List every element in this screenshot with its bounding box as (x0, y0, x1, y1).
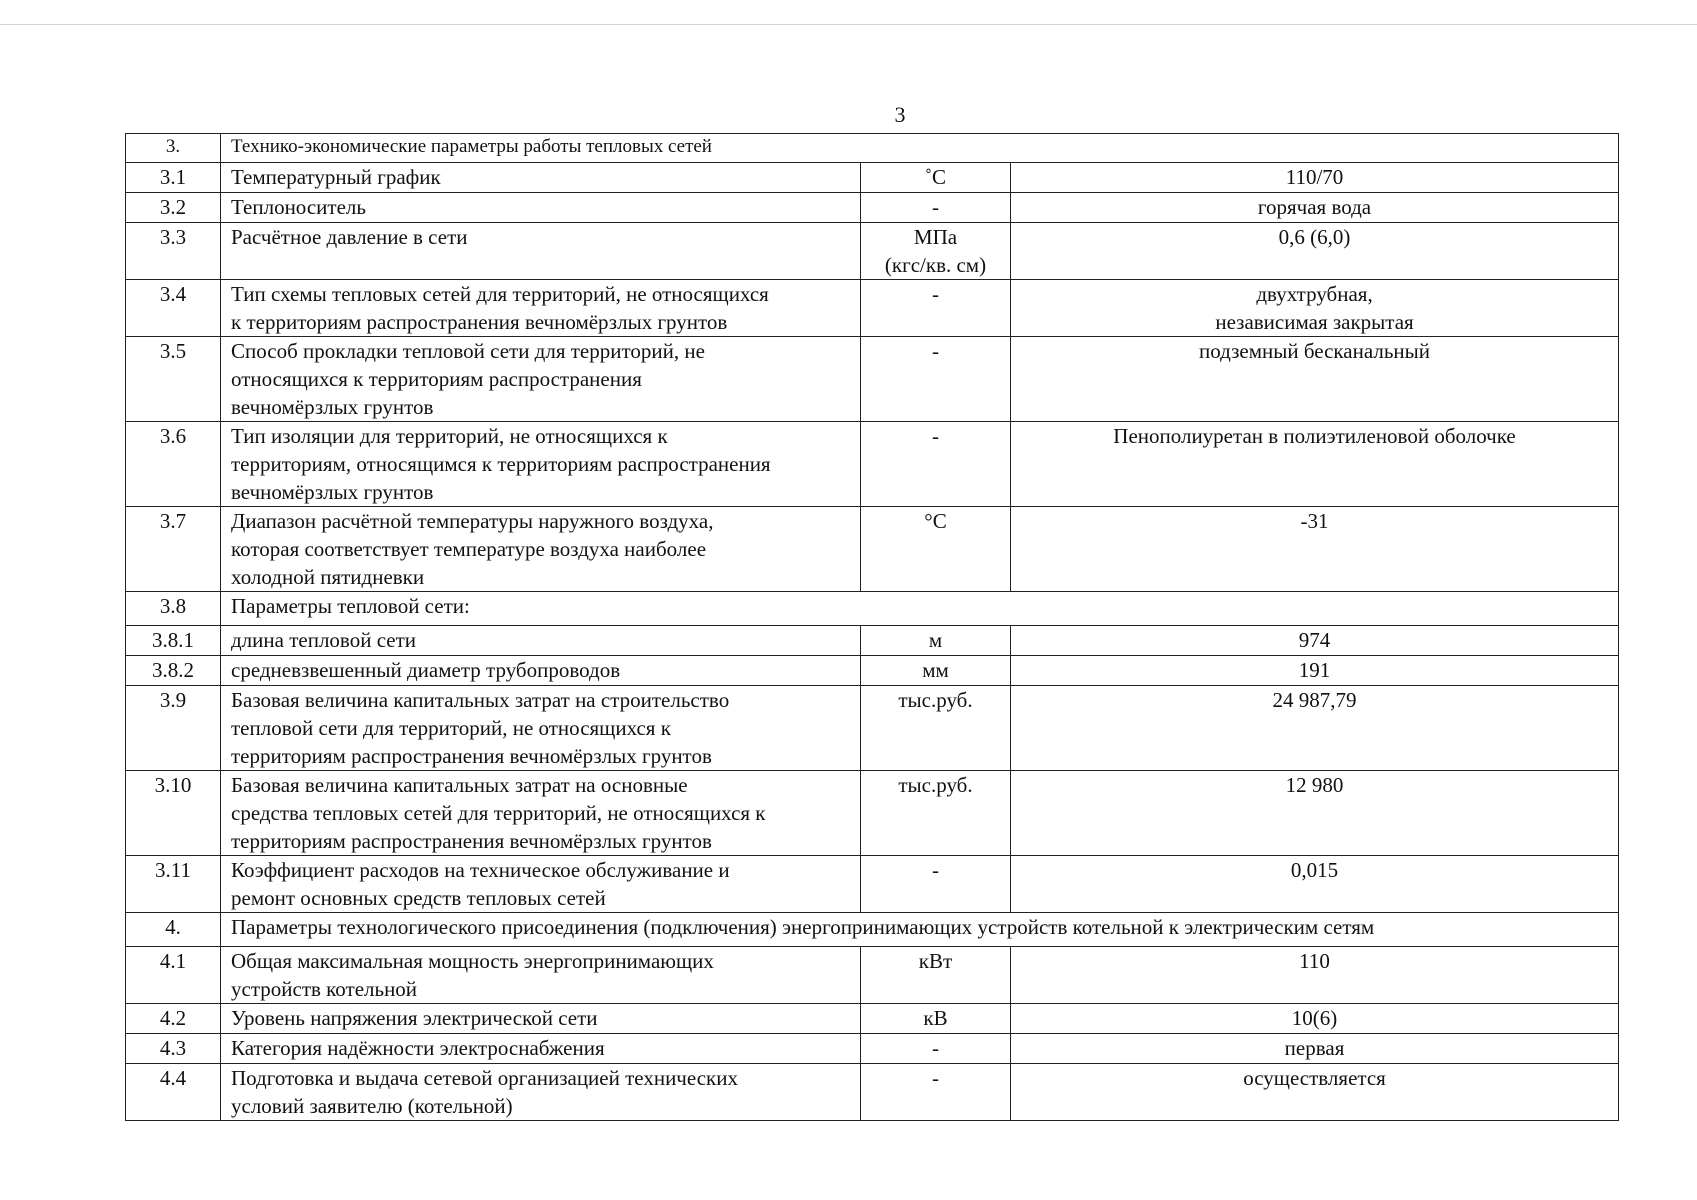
row-number: 3.8.2 (126, 656, 221, 686)
parameter-name-line: средства тепловых сетей для территорий, не относящихся к (231, 801, 766, 825)
parameter-name-line: территориям, относящимся к территориям распространения (231, 452, 771, 476)
parameter-name-line: к территориям распространения вечномёрзлых грунтов (231, 310, 728, 334)
table-row (126, 686, 1619, 771)
table-row (126, 1004, 1619, 1034)
value (1011, 1004, 1619, 1034)
value-line: 974 (1298, 628, 1331, 652)
value (1011, 280, 1619, 337)
parameter-name-line: территориям распространения вечномёрзлых грунтов (231, 829, 712, 853)
parameter-name-line: вечномёрзлых грунтов (231, 480, 434, 504)
parameter-name-line: территориям распространения вечномёрзлых грунтов (231, 744, 712, 768)
table-row (126, 1064, 1619, 1121)
value (1011, 626, 1619, 656)
parameter-name-line: Способ прокладки тепловой сети для территорий, не (231, 339, 705, 363)
parameter-name (221, 507, 861, 592)
row-number: 3.4 (126, 280, 221, 337)
row-number: 4.2 (126, 1004, 221, 1034)
parameter-name (221, 337, 861, 422)
value-line: Пенополиуретан в полиэтиленовой оболочке (1113, 424, 1516, 448)
value-line: горячая вода (1257, 195, 1372, 219)
value (1011, 1064, 1619, 1121)
parameter-name-line: Теплоноситель (231, 195, 366, 219)
row-number: 3.7 (126, 507, 221, 592)
subsection-title: Параметры тепловой сети: (221, 592, 1619, 626)
unit-line: мм (922, 658, 949, 682)
unit (861, 1034, 1011, 1064)
parameter-name (221, 1004, 861, 1034)
value (1011, 947, 1619, 1004)
section-number: 3. (126, 134, 221, 163)
parameter-name-line: условий заявителю (котельной) (231, 1094, 513, 1118)
section-4-row (126, 913, 1619, 947)
parameter-name (221, 626, 861, 656)
value-line: 191 (1298, 658, 1331, 682)
parameter-name-line: Коэффициент расходов на техническое обслуживание и (231, 858, 730, 882)
unit-line: °С (924, 509, 947, 533)
unit-line: - (932, 424, 939, 448)
row-number: 3.8 (126, 592, 221, 626)
row-number: 4.1 (126, 947, 221, 1004)
value (1011, 223, 1619, 280)
parameter-name-line: Базовая величина капитальных затрат на основные (231, 773, 688, 797)
parameters-table (125, 133, 1619, 1121)
unit (861, 337, 1011, 422)
parameter-name-line: Подготовка и выдача сетевой организацией технических (231, 1066, 738, 1090)
unit-line: (кгс/кв. см) (884, 253, 987, 277)
parameter-name (221, 193, 861, 223)
parameter-name-line: Тип изоляции для территорий, не относящихся к (231, 424, 668, 448)
value (1011, 337, 1619, 422)
value-line: двухтрубная, (1256, 282, 1373, 306)
value-line: 0,6 (6,0) (1278, 225, 1351, 249)
row-number: 4.3 (126, 1034, 221, 1064)
unit (861, 163, 1011, 193)
parameter-name (221, 422, 861, 507)
parameter-name-line: Уровень напряжения электрической сети (231, 1006, 598, 1030)
parameter-name-line: Категория надёжности электроснабжения (231, 1036, 605, 1060)
unit-line: - (932, 1036, 939, 1060)
section-title: Технико-экономические параметры работы тепловых сетей (221, 134, 1619, 163)
parameter-name (221, 771, 861, 856)
table-row (126, 771, 1619, 856)
section-title: Параметры технологического присоединения (подключения) энергопринимающих устройств котельной к электрическим сетям (221, 913, 1619, 947)
value (1011, 856, 1619, 913)
parameter-name-line: Общая максимальная мощность энергопринимающих (231, 949, 714, 973)
parameter-name-line: вечномёрзлых грунтов (231, 395, 434, 419)
value-line: 12 980 (1285, 773, 1344, 797)
unit (861, 686, 1011, 771)
value (1011, 771, 1619, 856)
parameter-name-line: тепловой сети для территорий, не относящихся к (231, 716, 671, 740)
unit (861, 422, 1011, 507)
unit-line: - (932, 339, 939, 363)
value (1011, 686, 1619, 771)
row-number: 3.2 (126, 193, 221, 223)
value-line: 110 (1299, 949, 1330, 973)
table-row (126, 856, 1619, 913)
value (1011, 1034, 1619, 1064)
row-number: 3.8.1 (126, 626, 221, 656)
parameter-name (221, 947, 861, 1004)
parameter-name (221, 856, 861, 913)
parameter-name (221, 223, 861, 280)
unit-line: тыс.руб. (898, 773, 973, 797)
value-line: 110/70 (1285, 165, 1344, 189)
parameter-name-line: Расчётное давление в сети (231, 225, 468, 249)
unit (861, 626, 1011, 656)
parameter-name-line: Диапазон расчётной температуры наружного воздуха, (231, 509, 714, 533)
parameter-name (221, 1064, 861, 1121)
row-number: 3.5 (126, 337, 221, 422)
row-number: 3.3 (126, 223, 221, 280)
value-line: 24 987,79 (1272, 688, 1357, 712)
parameter-name-line: Температурный график (231, 165, 441, 189)
table-row (126, 193, 1619, 223)
unit (861, 280, 1011, 337)
unit-line: - (932, 195, 939, 219)
row-number: 3.10 (126, 771, 221, 856)
parameter-name-line: средневзвешенный диаметр трубопроводов (231, 658, 621, 682)
parameter-name-line: Тип схемы тепловых сетей для территорий, не относящихся (231, 282, 769, 306)
parameter-name (221, 1034, 861, 1064)
row-number: 3.11 (126, 856, 221, 913)
value-line: осуществляется (1243, 1066, 1386, 1090)
value (1011, 193, 1619, 223)
row-number: 3.6 (126, 422, 221, 507)
unit (861, 771, 1011, 856)
value-line: 0,015 (1290, 858, 1339, 882)
section-number: 4. (126, 913, 221, 947)
parameter-name-line: Базовая величина капитальных затрат на строительство (231, 688, 730, 712)
unit (861, 1064, 1011, 1121)
unit-line: МПа (913, 225, 958, 249)
value-line: независимая закрытая (1215, 310, 1414, 334)
value-line: -31 (1300, 509, 1329, 533)
value (1011, 656, 1619, 686)
parameter-name (221, 656, 861, 686)
unit (861, 223, 1011, 280)
table-row (126, 626, 1619, 656)
unit-line: ˚С (925, 165, 946, 189)
unit-line: кВ (923, 1006, 948, 1030)
table-row (126, 280, 1619, 337)
unit-line: - (932, 282, 939, 306)
unit (861, 656, 1011, 686)
table-row (126, 947, 1619, 1004)
row-number: 4.4 (126, 1064, 221, 1121)
parameter-name-line: ремонт основных средств тепловых сетей (231, 886, 606, 910)
unit-line: кВт (918, 949, 953, 973)
table-row (126, 1034, 1619, 1064)
section-3-row (126, 134, 1619, 163)
table-row (126, 422, 1619, 507)
unit (861, 507, 1011, 592)
parameter-name-line: устройств котельной (231, 977, 418, 1001)
unit-line: - (932, 858, 939, 882)
value-line: первая (1284, 1036, 1345, 1060)
top-rule (0, 24, 1697, 25)
unit-line: - (932, 1066, 939, 1090)
unit (861, 1004, 1011, 1034)
value (1011, 507, 1619, 592)
value-line: подземный бесканальный (1199, 339, 1430, 363)
parameter-name (221, 163, 861, 193)
parameter-name-line: которая соответствует температуре воздуха наиболее (231, 537, 707, 561)
parameter-name (221, 280, 861, 337)
table-row (126, 163, 1619, 193)
table-row (126, 223, 1619, 280)
row-number: 3.1 (126, 163, 221, 193)
value (1011, 163, 1619, 193)
unit-line: м (928, 628, 943, 652)
table-row (126, 337, 1619, 422)
table-row (126, 656, 1619, 686)
parameter-name-line: относящихся к территориям распространения (231, 367, 642, 391)
row-number: 3.9 (126, 686, 221, 771)
parameter-name (221, 686, 861, 771)
parameter-name-line: холодной пятидневки (231, 565, 425, 589)
table-row (126, 507, 1619, 592)
unit-line: тыс.руб. (898, 688, 973, 712)
unit (861, 947, 1011, 1004)
value (1011, 422, 1619, 507)
page-number: 3 (894, 102, 906, 127)
unit (861, 856, 1011, 913)
value-line: 10(6) (1291, 1006, 1338, 1030)
subsection-row (126, 592, 1619, 626)
unit (861, 193, 1011, 223)
parameter-name-line: длина тепловой сети (231, 628, 417, 652)
